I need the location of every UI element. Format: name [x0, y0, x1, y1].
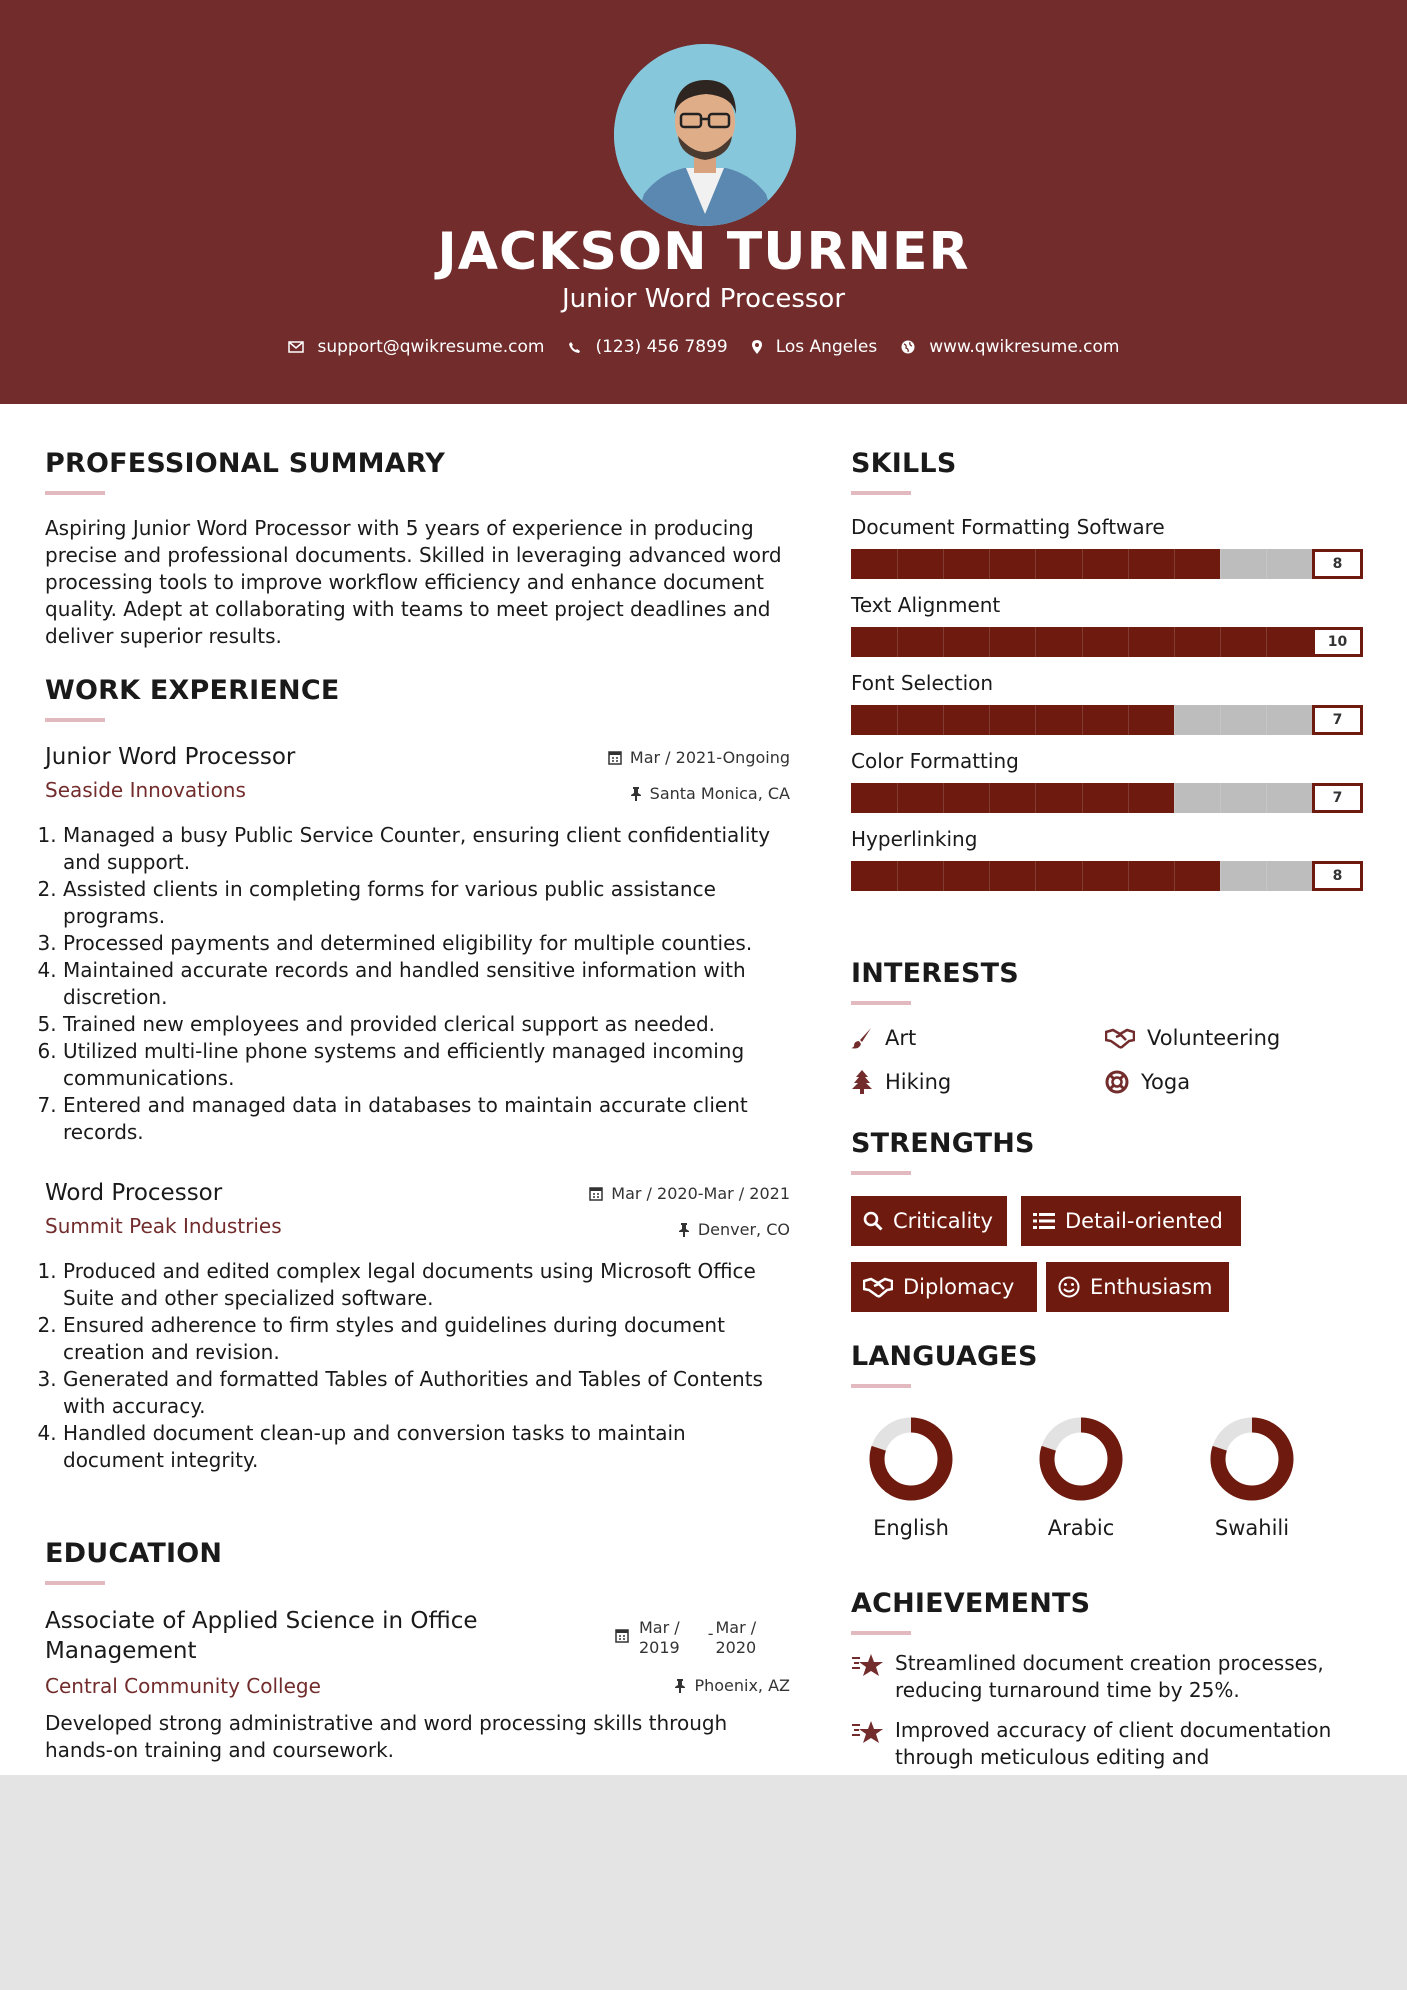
skill-bar-fill [851, 627, 1363, 657]
skill-bar [851, 549, 1363, 579]
list-item: 3. Processed payments and determined eligibility for multiple counties. [63, 930, 790, 957]
skill-bar [851, 627, 1363, 657]
skill-bar-divider [1174, 705, 1175, 735]
phone-text: (123) 456 7899 [595, 337, 728, 357]
dates-text: Mar / 2020-Mar / 2021 [611, 1184, 790, 1203]
skill-bar-divider [897, 861, 898, 891]
interest-label: Yoga [1141, 1070, 1191, 1094]
skill-bar-divider [1082, 783, 1083, 813]
list-item: 3. Generated and formatted Tables of Authorities and Tables of Contents with accuracy. [63, 1366, 790, 1420]
interests-section [851, 958, 1363, 1108]
skill-bar-divider [1035, 783, 1036, 813]
section-title: INTERESTS [851, 958, 1019, 989]
strength-label: Detail-oriented [1065, 1209, 1223, 1233]
section-rule [851, 1631, 911, 1635]
envelope-icon [288, 341, 304, 353]
skill-score: 8 [1312, 861, 1363, 891]
strength-label: Enthusiasm [1090, 1275, 1213, 1299]
skills-section [851, 448, 1363, 891]
skill-bar-divider [1266, 861, 1267, 891]
location-text: Santa Monica, CA [649, 784, 790, 803]
skill-bar-divider [1220, 861, 1221, 891]
achievement-item [851, 1650, 1363, 1704]
location-text: Denver, CO [697, 1220, 790, 1239]
education-location [674, 1676, 790, 1695]
lifebuoy-icon [1105, 1070, 1129, 1094]
skill-bar-divider [1220, 549, 1221, 579]
skill-bar-divider [897, 627, 898, 657]
end-year: 2020 [715, 1638, 757, 1657]
dates-text: Mar / 2021-Ongoing [629, 748, 790, 767]
strength-tag [1046, 1262, 1229, 1312]
skill-bar-divider [1128, 705, 1129, 735]
skill-bar-divider [1035, 549, 1036, 579]
languages-section [851, 1341, 1363, 1541]
skill-name: Hyperlinking [851, 827, 978, 851]
strength-tag [1021, 1196, 1241, 1246]
interest-item [1105, 1026, 1280, 1050]
skill-bar-divider [897, 549, 898, 579]
skill-name: Font Selection [851, 671, 994, 695]
list-item: 5. Trained new employees and provided clerical support as needed. [63, 1011, 790, 1038]
skill-bar-divider [943, 705, 944, 735]
list-item: 1. Produced and edited complex legal documents using Microsoft Office Suite and other specialized software. [63, 1258, 790, 1312]
job-title: Junior Word Processor [45, 744, 296, 770]
achievements-section [851, 1588, 1363, 1775]
section-title: ACHIEVEMENTS [851, 1588, 1091, 1619]
skill-bar-divider [989, 549, 990, 579]
list-item: 4. Handled document clean-up and conversion tasks to maintain document integrity. [63, 1420, 790, 1474]
end-date [716, 1618, 757, 1658]
section-rule [45, 1581, 105, 1585]
skill-bar-divider [1220, 627, 1221, 657]
skill-bar-divider [943, 549, 944, 579]
duty-list [45, 822, 790, 1146]
skill-score: 7 [1312, 783, 1363, 813]
language-label: Swahili [1214, 1516, 1290, 1540]
start-year: 2019 [639, 1638, 680, 1657]
section-rule [45, 718, 105, 722]
company-name: Seaside Innovations [45, 778, 246, 802]
job-entry [45, 1180, 790, 1474]
section-rule [45, 491, 105, 495]
job-title: Word Processor [45, 1180, 223, 1206]
skill-bar-divider [989, 861, 990, 891]
handshake-icon [863, 1276, 893, 1298]
interest-label: Hiking [885, 1070, 952, 1094]
section-title: PROFESSIONAL SUMMARY [45, 448, 446, 479]
company-name: Summit Peak Industries [45, 1214, 282, 1238]
skill-bar-divider [1174, 861, 1175, 891]
interest-item [851, 1026, 916, 1050]
skill-name: Text Alignment [851, 593, 1001, 617]
location-text: Phoenix, AZ [694, 1676, 790, 1695]
skill-bar-divider [1266, 627, 1267, 657]
calendar-icon [615, 1628, 629, 1643]
candidate-role: Junior Word Processor [561, 284, 846, 314]
list-item: 2. Assisted clients in completing forms for various public assistance programs. [63, 876, 790, 930]
star-trophy-icon [851, 1652, 885, 1678]
list-item: 1. Managed a busy Public Service Counter, ensuring client confidentiality and support. [63, 822, 790, 876]
skill-bar-divider [1128, 627, 1129, 657]
contact-phone[interactable] [568, 337, 727, 357]
skill-bar-divider [1128, 783, 1129, 813]
skill-bar-divider [943, 627, 944, 657]
section-rule [851, 1384, 911, 1388]
contact-bar [0, 337, 1407, 357]
contact-location [752, 337, 878, 357]
degree-title [45, 1606, 605, 1666]
star-trophy-icon [851, 1719, 885, 1745]
skills-list [851, 515, 1363, 891]
education-dates [615, 1618, 756, 1658]
summary-section [45, 448, 790, 650]
skill-bar-divider [1220, 705, 1221, 735]
globe-icon [901, 340, 915, 354]
paintbrush-icon [851, 1027, 873, 1049]
skill-bar-divider [1082, 705, 1083, 735]
education-description: Developed strong administrative and word processing skills through hands-on training and coursework. [45, 1711, 728, 1762]
skill-bar-fill [851, 783, 1174, 813]
skill-bar-divider [1128, 861, 1129, 891]
section-title: SKILLS [851, 448, 957, 479]
job-dates [608, 748, 790, 767]
list-icon [1033, 1212, 1055, 1230]
interest-item [851, 1070, 951, 1094]
strength-tag [851, 1262, 1037, 1312]
skill-bar-divider [1266, 705, 1267, 735]
list-item: 4. Maintained accurate records and handled sensitive information with discretion. [63, 957, 790, 1011]
profile-photo [614, 44, 796, 226]
skill-bar-divider [1266, 549, 1267, 579]
section-rule [851, 1001, 911, 1005]
skill-bar-divider [1082, 861, 1083, 891]
location-text: Los Angeles [775, 337, 878, 357]
strength-tag [851, 1196, 1007, 1246]
start-month: Mar / [639, 1618, 680, 1637]
experience-section [45, 675, 790, 1472]
skill-score: 8 [1312, 549, 1363, 579]
list-item: 7. Entered and managed data in databases to maintain accurate client records. [63, 1092, 790, 1146]
skill-bar-divider [1128, 549, 1129, 579]
skill-bar-divider [1174, 627, 1175, 657]
achievement-text: Streamlined document creation processes, reducing turnaround time by 25%. [895, 1651, 1324, 1702]
education-section [45, 1538, 790, 1762]
date-dash: - [707, 1624, 714, 1643]
skill-bar-divider [989, 705, 990, 735]
map-marker-icon [752, 340, 762, 354]
search-icon [863, 1211, 883, 1231]
job-dates [589, 1184, 790, 1203]
skill-item [851, 515, 1363, 579]
section-title: LANGUAGES [851, 1341, 1038, 1372]
calendar-icon [608, 750, 622, 765]
contact-website[interactable] [901, 337, 1119, 357]
skill-name: Document Formatting Software [851, 515, 1165, 539]
skill-score: 7 [1312, 705, 1363, 735]
skill-bar-divider [989, 627, 990, 657]
skill-bar-divider [989, 783, 990, 813]
skill-bar [851, 783, 1363, 813]
skill-bar-divider [1082, 549, 1083, 579]
resume-header [0, 0, 1407, 404]
tree-icon [851, 1070, 873, 1094]
interest-item [1105, 1070, 1190, 1094]
skill-bar-divider [1266, 783, 1267, 813]
end-month: Mar / [715, 1618, 757, 1637]
skill-item [851, 749, 1363, 813]
degree-line: Management [45, 1638, 197, 1664]
skill-bar-divider [1220, 783, 1221, 813]
skill-bar [851, 705, 1363, 735]
job-location [678, 1220, 790, 1239]
list-item: 2. Ensured adherence to firm styles and guidelines during document creation and revision. [63, 1312, 790, 1366]
skill-bar [851, 861, 1363, 891]
skill-bar-divider [897, 705, 898, 735]
strength-label: Diplomacy [903, 1275, 1015, 1299]
email-text: support@qwikresume.com [317, 337, 545, 357]
interest-label: Volunteering [1147, 1026, 1281, 1050]
skill-item [851, 827, 1363, 891]
section-rule [851, 491, 911, 495]
achievement-text: Improved accuracy of client documentation through meticulous editing and [895, 1718, 1332, 1769]
section-title: STRENGTHS [851, 1128, 1035, 1159]
skill-bar-divider [1082, 627, 1083, 657]
pin-icon [674, 1679, 686, 1693]
handshake-icon [1105, 1027, 1135, 1049]
strength-label: Criticality [893, 1209, 993, 1233]
skill-bar-divider [1035, 705, 1036, 735]
language-donuts [851, 1411, 1363, 1511]
strengths-section [851, 1128, 1363, 1328]
start-date [639, 1618, 680, 1658]
skill-bar-divider [1035, 861, 1036, 891]
achievement-item [851, 1717, 1363, 1771]
skill-bar-divider [1174, 783, 1175, 813]
contact-email[interactable] [288, 337, 545, 357]
job-location [630, 784, 790, 803]
skill-bar-divider [1035, 627, 1036, 657]
degree-line: Associate of Applied Science in Office [45, 1608, 478, 1634]
section-title: EDUCATION [45, 1538, 223, 1569]
duty-list [45, 1258, 790, 1474]
phone-icon [568, 341, 581, 354]
pin-icon [678, 1223, 690, 1237]
summary-text: Aspiring Junior Word Processor with 5 years of experience in producing precise and professional documents. Skilled in leveraging advanced word processing tools to improve workflow efficiency and enhance document quality. Adept at collaborating with teams to meet project deadlines and deliver superior results. [45, 516, 782, 648]
section-rule [851, 1171, 911, 1175]
language-label: Arabic [1047, 1516, 1115, 1540]
skill-item [851, 593, 1363, 657]
list-item: 6. Utilized multi-line phone systems and efficiently managed incoming communications. [63, 1038, 790, 1092]
section-title: WORK EXPERIENCE [45, 675, 340, 706]
skill-name: Color Formatting [851, 749, 1019, 773]
skill-bar-divider [943, 783, 944, 813]
pin-icon [630, 787, 642, 801]
school-name: Central Community College [45, 1674, 321, 1698]
skill-bar-divider [943, 861, 944, 891]
skill-item [851, 671, 1363, 735]
job-entry [45, 744, 790, 1146]
website-text: www.qwikresume.com [929, 337, 1120, 357]
skill-bar-divider [897, 783, 898, 813]
candidate-name: JACKSON TURNER [437, 222, 970, 282]
language-label: English [873, 1516, 949, 1540]
skill-bar-divider [1174, 549, 1175, 579]
interest-label: Art [885, 1026, 917, 1050]
smile-icon [1058, 1276, 1080, 1298]
skill-bar-fill [851, 705, 1174, 735]
calendar-icon [589, 1186, 603, 1201]
skill-score: 10 [1312, 627, 1363, 657]
